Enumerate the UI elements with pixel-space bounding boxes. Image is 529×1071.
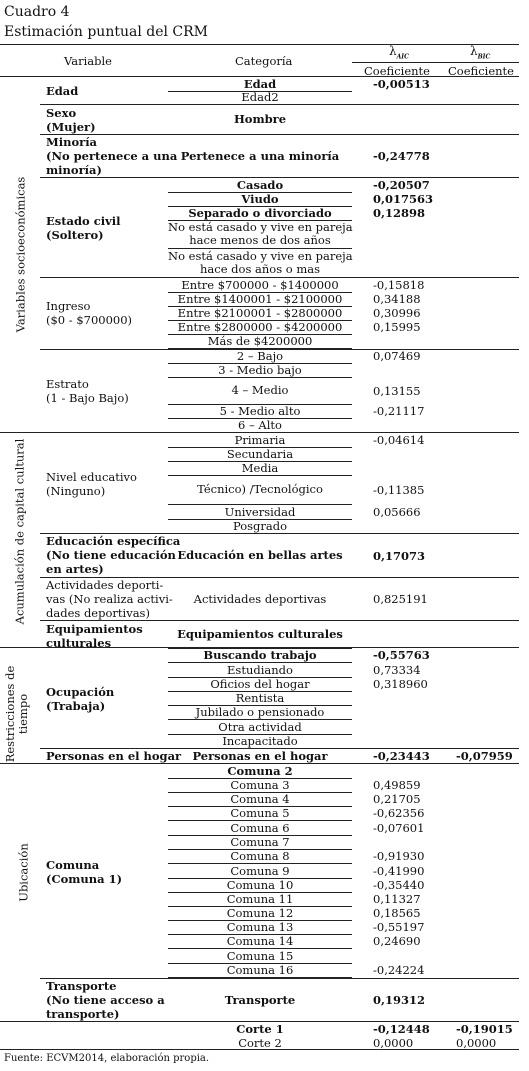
category-cell: Técnico) /Tecnológico [197,482,323,496]
coef-aic-cell: -0,04614 [373,433,425,447]
header-variable: Variable [64,54,112,68]
coef-aic-cell: 0,15995 [373,320,421,334]
table-number: Cuadro 4 [4,4,70,20]
category-cell: Rentista [235,690,285,705]
category-cell: Comuna 10 [226,877,294,892]
category-cell: Casado [236,177,284,192]
coef-aic-cell: 0,13155 [373,383,421,398]
bottom-rule [0,1049,519,1050]
category-cell: Actividades deportivas [193,591,327,606]
coef-bic-cell: -0,19015 [456,1022,513,1036]
coef-aic-cell: -0,24224 [373,963,425,977]
group-time: Restricciones de tiempo [3,665,30,763]
coef-aic-cell: 0,34188 [373,292,421,306]
coef-aic-cell: 0,73334 [373,663,421,677]
category-cell: Corte 1 [236,1021,284,1036]
category-cell: No está casado y vive en pareja hace menos de dos años [168,220,353,247]
row-rule [168,977,352,978]
coef-aic-cell: 0,21705 [373,792,421,806]
coef-aic-cell: 0,49859 [373,778,421,792]
category-cell: Edad2 [241,89,279,104]
coef-aic-cell: 0,24690 [373,934,421,948]
category-cell: Comuna 11 [226,891,294,906]
coef-aic-cell: 0,19312 [373,993,426,1007]
category-cell: Transporte [224,992,296,1007]
category-cell: Comuna 5 [230,805,290,820]
cut-rule [0,1021,519,1022]
coef-aic-cell: -0,24778 [373,149,430,163]
var-ingreso: Ingreso ($0 - $700000) [46,299,133,327]
source-note: Fuente: ECVM2014, elaboración propia. [4,1053,210,1064]
table-title: Estimación puntual del CRM [4,24,209,40]
coef-aic-cell: 0,18565 [373,906,421,920]
category-cell: Equipamientos culturales [177,627,343,641]
coef-aic-cell: -0,41990 [373,864,425,878]
coef-aic-cell: -0,55197 [373,920,425,934]
var-ocupacion: Ocupación (Trabaja) [46,685,115,713]
coef-aic-cell: -0,91930 [373,849,425,863]
category-cell: Entre $2800000 - $4200000 [177,319,343,334]
category-cell: Comuna 16 [226,962,294,977]
coef-aic-cell: -0,35440 [373,878,425,892]
category-cell: Jubilado o pensionado [195,704,325,719]
coef-aic-cell: -0,55763 [373,648,430,662]
category-cell: 6 – Alto [238,417,282,432]
coef-aic-cell: -0,23443 [373,749,430,763]
category-cell: Viudo [241,191,279,206]
category-cell: Personas en el hogar [192,748,328,763]
header-lambda-bic: $\lambda_{BIC}$ [470,44,491,61]
category-cell: Comuna 4 [230,791,290,806]
category-cell: Comuna 13 [226,919,294,934]
category-cell: Hombre [233,112,287,126]
header-lambda-aic: $\lambda_{AIC}$ [389,44,409,61]
category-cell: Oficios del hogar [210,676,310,691]
category-cell: Entre $1400001 - $2100000 [177,291,343,306]
coef-aic-cell: -0,11385 [373,482,425,497]
coef-aic-cell: 0,017563 [373,192,434,206]
coef-aic-cell: -0,15818 [373,278,425,292]
var-actividades-deportivas: Actividades deporti- vas (No realiza activi- dades deportivas) [46,578,173,620]
var-educacion-especifica: Educación específica (No tiene educación en artes) [46,534,181,576]
coef-aic-cell: -0,21117 [373,404,425,418]
category-cell: Estudiando [227,662,293,677]
coef-aic-cell: 0,318960 [373,677,428,691]
var-sexo: Sexo (Mujer) [46,106,96,134]
category-cell: Universidad [224,504,296,519]
category-cell: No está casado y vive en pareja hace dos años o mas [168,249,353,276]
coef-aic-cell: 0,825191 [373,592,428,606]
var-comuna: Comuna (Comuna 1) [46,858,123,886]
category-cell: Buscando trabajo [203,647,317,662]
header-coef-aic: Coeficiente [364,64,430,78]
coef-aic-cell: 0,30996 [373,306,421,320]
category-cell: 4 – Medio [231,383,289,397]
category-cell: Corte 2 [238,1035,282,1050]
category-cell: Más de $4200000 [207,333,313,348]
var-transporte: Transporte (No tiene acceso a transporte) [46,979,165,1021]
category-cell: Educación en bellas artes [177,548,343,562]
category-cell: Primaria [234,432,286,447]
category-cell: Entre $2100001 - $2800000 [177,305,343,320]
coef-aic-cell: -0,62356 [373,806,425,820]
category-cell: Comuna 6 [230,820,290,835]
coef-bic-cell: -0,07959 [456,749,513,763]
category-cell: Comuna 9 [230,863,290,878]
var-minoria: Minoría (No pertenece a una minoría) [46,135,178,177]
coef-aic-cell: 0,05666 [373,505,421,519]
category-cell: Pertenece a una minoría [180,148,340,163]
category-cell: 5 - Medio alto [219,403,301,418]
category-cell: Otra actividad [218,719,302,734]
category-cell: Posgrado [232,518,288,533]
group-cultural: Acumulación de capital cultural [12,438,27,625]
category-cell: Comuna 12 [226,905,294,920]
var-estado-civil: Estado civil (Soltero) [46,214,121,242]
coef-aic-cell: -0,00513 [373,77,430,91]
category-cell: Comuna 8 [230,848,290,863]
category-cell: Entre $700000 - $1400000 [181,277,339,292]
var-nivel-educativo: Nivel educativo (Ninguno) [46,470,137,498]
category-cell: Secundaria [226,446,294,461]
coef-aic-cell: 0,11327 [373,892,421,906]
group-socioeconomic: Variables socioeconómicas [13,176,28,333]
var-equipamientos: Equipamientos culturales [46,622,143,650]
category-cell: Media [241,460,279,475]
category-cell: 3 - Medio bajo [218,362,302,377]
coef-aic-cell: -0,12448 [373,1022,430,1036]
var-edad: Edad [46,84,79,98]
coef-aic-cell: 0,07469 [373,349,421,363]
category-cell: Comuna 7 [230,834,290,849]
var-estrato: Estrato (1 - Bajo Bajo) [46,377,129,405]
coef-aic-cell: 0,0000 [373,1036,414,1050]
top-rule [0,44,519,45]
header-coef-bic: Coeficiente [448,64,514,78]
category-cell: Comuna 14 [226,933,294,948]
category-cell: Separado o divorciado [188,205,332,220]
var-personas-hogar: Personas en el hogar [46,749,182,763]
category-cell: 2 – Bajo [236,348,284,363]
header-subrule [352,62,519,63]
category-cell: Incapacitado [222,733,298,748]
category-cell: Comuna 3 [230,777,290,792]
coef-aic-cell: 0,17073 [373,548,426,563]
coef-aic-cell: -0,07601 [373,821,425,835]
category-cell: Comuna 15 [226,948,294,963]
category-cell: Comuna 2 [227,763,293,778]
coef-aic-cell: -0,20507 [373,178,430,192]
coef-bic-cell: 0,0000 [456,1036,497,1050]
coef-aic-cell: 0,12898 [373,206,426,220]
group-location: Ubicación [16,843,31,902]
category-cell: Edad [243,76,277,91]
header-categoria: Categoría [235,54,293,68]
